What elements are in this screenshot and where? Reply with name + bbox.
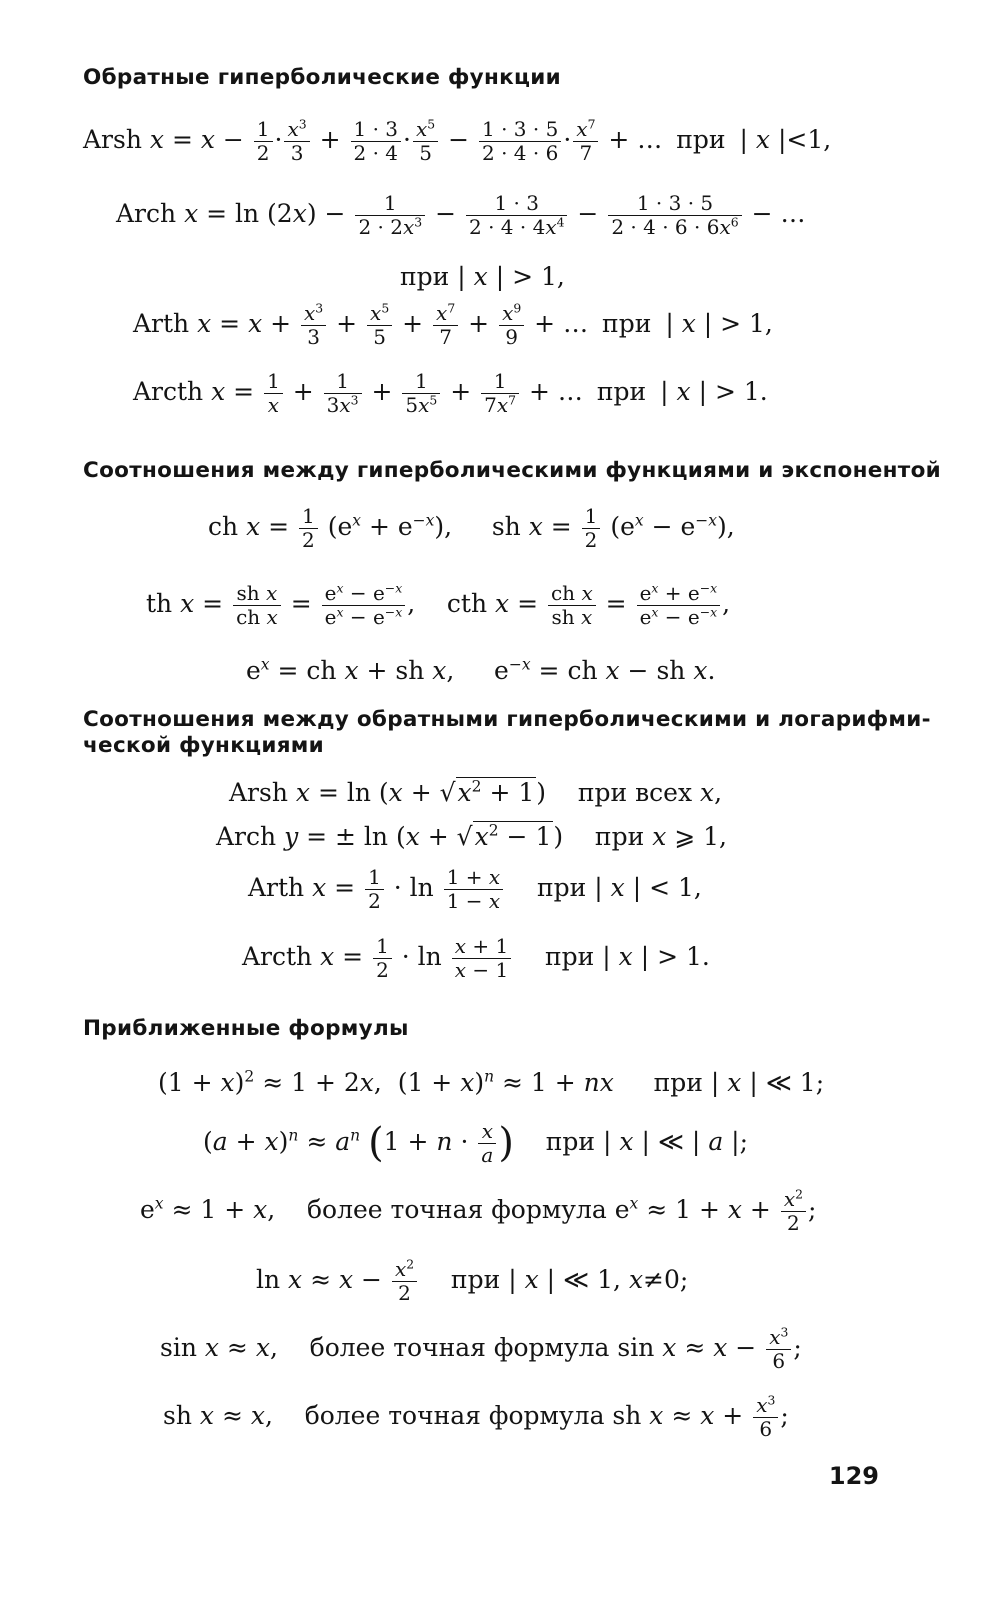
condition-label: при xyxy=(544,942,595,971)
formula-sin-approx: sin x ≈ x, более точная формула sin x ≈ x − $\frac{x^3}{6}$ ; xyxy=(160,1324,802,1373)
page-number: 129 xyxy=(828,1462,879,1490)
formula-binomial-a-approx: $(a + x)^n \approx a^n$ (1 + n · $\frac{x}{a}$ ) при | x | ≪ | a |; xyxy=(203,1119,749,1167)
section-heading-approximate: Приближенные формулы xyxy=(83,1016,409,1041)
condition-label: при xyxy=(653,1068,703,1097)
condition-label: при xyxy=(545,1127,596,1156)
formula-arth-log: Arth x = $\frac{1}{2}$ · ln $\frac{1 + x}{1 - x}$ при | x | < 1, xyxy=(248,865,702,913)
condition-label: при xyxy=(594,822,645,851)
formula-arch-log: Arch y = ± $\ln (x + √x^2 - 1)$ при x ⩾ 1, xyxy=(216,821,728,851)
formula-arch-series: Arch x = ln (2x) − $\frac{1}{2 \cdot 2x^3}$ − $\frac{1 \cdot 3}{2 \cdot 4 \cdot 4x^4}$ − $\frac{1 \cdot 3 \cdot 5}{2 \cdot 4 \cdot 6 \cdot 6x^6}$ − … xyxy=(116,191,806,239)
condition-label: при xyxy=(536,873,587,902)
formula-arcth-log: Arcth x = $\frac{1}{2}$ · ln $\frac{x + 1}{x - 1}$ при | x | > 1. xyxy=(242,934,710,982)
formula-exp-approx: $e^x \approx 1 + x$, более точная формула $e^x \approx 1 + x$ + $\frac{x^2}{2}$ ; xyxy=(140,1186,817,1235)
condition-label: при всех xyxy=(577,778,693,807)
formula-binomial-approx: $(1 + x)^2 \approx 1 + 2x$, $(1 + x)^n \approx 1$ + nx при | x | ≪ 1; xyxy=(158,1067,825,1097)
formula-th-cth: th x = $\frac{\text{sh x}}{\text{ch x}}$ = $\frac{e^x - e^{-x}}{e^x - e^{-x}}$ , cth x = $\frac{\text{ch x}}{\text{sh x}}$ = $\frac{e^x + e^{-x}}{e^x - e^{-x}}$ , xyxy=(146,580,731,629)
condition-label: при xyxy=(596,377,647,406)
formula-arcth-series: Arcth x = $\frac{1}{x}$ + $\frac{1}{3x^3}$ + $\frac{1}{5x^5}$ + $\frac{1}{7x^7}$ + … при | x | > 1. xyxy=(133,369,768,417)
condition-label: при xyxy=(676,125,726,154)
formula-arsh-series: Arsh x = x − $\frac{1}{2}$ · $\frac{x^3}{3}$ + $\frac{1 \cdot 3}{2 \cdot 4}$ · $\frac{x^5}{5}$ − $\frac{1 \cdot 3 \cdot 5}{2 \cdot 4 \cdot 6}$ · $\frac{x^7}{7}$ + … при | x |<1, xyxy=(83,116,832,165)
formula-ln-approx: ln x ≈ x − $\frac{x^2}{2}$ при | x | ≪ 1, x≠0; xyxy=(256,1256,689,1305)
section-heading-inverse-hyperbolic: Обратные гиперболические функции xyxy=(83,65,562,90)
condition-label: при xyxy=(602,309,652,338)
section-heading-hyperbolic-exponent: Соотношения между гиперболическими функциями и экспонентой xyxy=(83,458,941,483)
formula-arch-condition: при | x | > 1, xyxy=(400,262,565,291)
formula-sh-approx: sh x ≈ x, более точная формула sh x ≈ x + $\frac{x^3}{6}$ ; xyxy=(163,1392,789,1441)
section-heading-inverse-log-line1: Соотношения между обратными гиперболическими и логарифми- xyxy=(83,707,931,732)
condition-label: при xyxy=(450,1265,501,1294)
condition-label: при xyxy=(400,262,450,291)
formula-exp-via-ch-sh: $e^x$ = ch x + sh x, $e^{-x}$ = ch x − sh x. xyxy=(246,655,716,685)
formula-ch-sh-exp: ch x = $\frac{1}{2}$ $(e^x + e^{-x})$, sh x = $\frac{1}{2}$ $(e^x - e^{-x})$, xyxy=(208,504,735,552)
formula-arsh-log: Arsh $x = \ln (x + √x^2 + 1)$ при всех x, xyxy=(229,777,723,807)
section-heading-inverse-log-line2: ческой функциями xyxy=(83,733,325,758)
formula-arth-series: Arth x = x + $\frac{x^3}{3}$ + $\frac{x^5}{5}$ + $\frac{x^7}{7}$ + $\frac{x^9}{9}$ + … при | x | > 1, xyxy=(133,300,773,349)
more-exact-label: более точная формула xyxy=(304,1401,605,1430)
more-exact-label: более точная формула xyxy=(306,1195,607,1224)
more-exact-label: более точная формула xyxy=(309,1333,610,1362)
